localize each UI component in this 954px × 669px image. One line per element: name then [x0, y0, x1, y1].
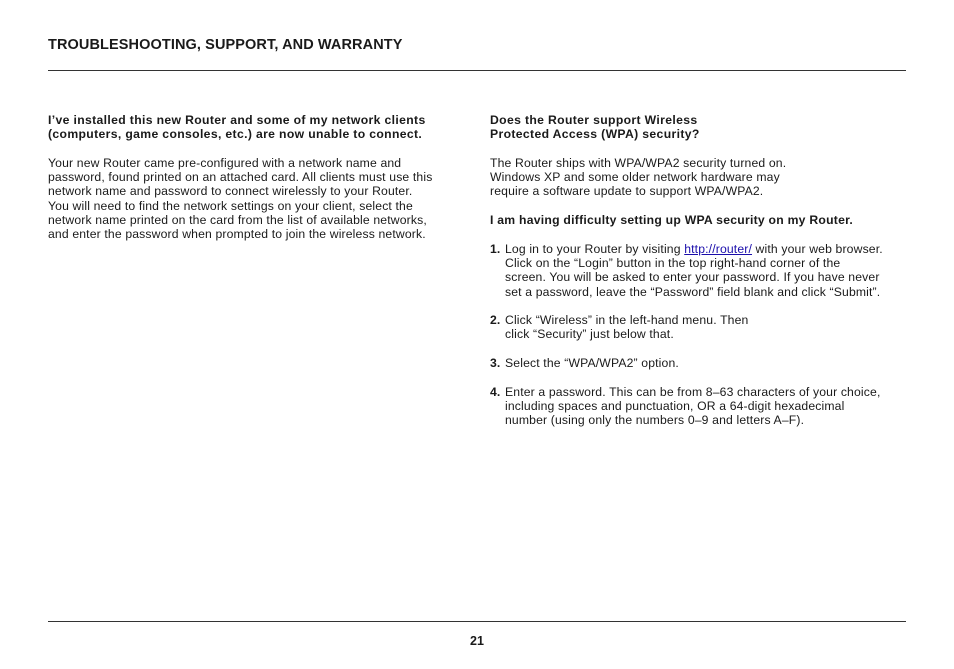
header-divider — [48, 70, 906, 71]
faq-question-wpa — [490, 113, 910, 142]
page-title: TROUBLESHOOTING, SUPPORT, AND WARRANTY — [48, 37, 403, 53]
step-text: Log in to your Router by visiting — [505, 241, 685, 256]
page-number: 21 — [470, 634, 484, 648]
faq-answer-wpa — [490, 156, 910, 199]
answer-line: You will need to find the network settings on your client, select the — [48, 198, 413, 213]
question-line: (computers, game consoles, etc.) are now unable to connect. — [48, 127, 423, 142]
step-number: 1. — [490, 241, 501, 256]
step-line: Click “Wireless” in the left-hand menu. Then — [505, 313, 749, 328]
step-number: 4. — [490, 384, 501, 399]
answer-line: network name and password to connect wirelessly to your Router. — [48, 184, 413, 199]
step-number: 2. — [490, 313, 501, 328]
answer-line: Windows XP and some older network hardware may — [490, 170, 780, 185]
step-line — [505, 242, 910, 256]
step-line: Click on the “Login” button in the top right-hand corner of the — [505, 255, 841, 270]
faq-question-wpa-setup: I am having difficulty setting up WPA security on my Router. — [490, 213, 854, 228]
answer-line: network name printed on the card from the list of available networks, — [48, 213, 427, 228]
step-line: Enter a password. This can be from 8–63 characters of your choice, — [505, 384, 881, 399]
answer-line: require a software update to support WPA/WPA2. — [490, 184, 764, 199]
step-line: Select the “WPA/WPA2” option. — [505, 356, 679, 371]
step-line: number (using only the numbers 0–9 and letters A–F). — [505, 413, 805, 428]
step-line: screen. You will be asked to enter your password. If you have never — [505, 270, 880, 285]
router-login-link[interactable]: http://router/ — [684, 241, 753, 256]
question-line: Does the Router support Wireless — [490, 113, 698, 127]
step-line: click “Security” just below that. — [505, 327, 674, 342]
question-line: Protected Access (WPA) security? — [490, 127, 700, 142]
step-number: 3. — [490, 356, 501, 371]
step-3 — [490, 356, 910, 370]
step-text: with your web browser. — [752, 241, 883, 256]
right-column — [490, 113, 910, 428]
step-2 — [490, 313, 910, 342]
answer-line: and enter the password when prompted to join the wireless network. — [48, 227, 426, 242]
step-line: set a password, leave the “Password” field blank and click “Submit”. — [505, 284, 881, 299]
answer-line: Your new Router came pre-configured with a network name and — [48, 155, 402, 170]
step-1 — [490, 242, 910, 299]
step-line: including spaces and punctuation, OR a 64-digit hexadecimal — [505, 398, 845, 413]
footer-divider — [48, 621, 906, 622]
faq-question-connect — [48, 113, 466, 142]
answer-line: The Router ships with WPA/WPA2 security turned on. — [490, 155, 787, 170]
question-line: I’ve installed this new Router and some of my network clients — [48, 113, 426, 127]
step-4 — [490, 385, 910, 428]
faq-answer-connect — [48, 156, 466, 242]
answer-line: password, found printed on an attached card. All clients must use this — [48, 170, 433, 185]
left-column — [48, 113, 466, 242]
